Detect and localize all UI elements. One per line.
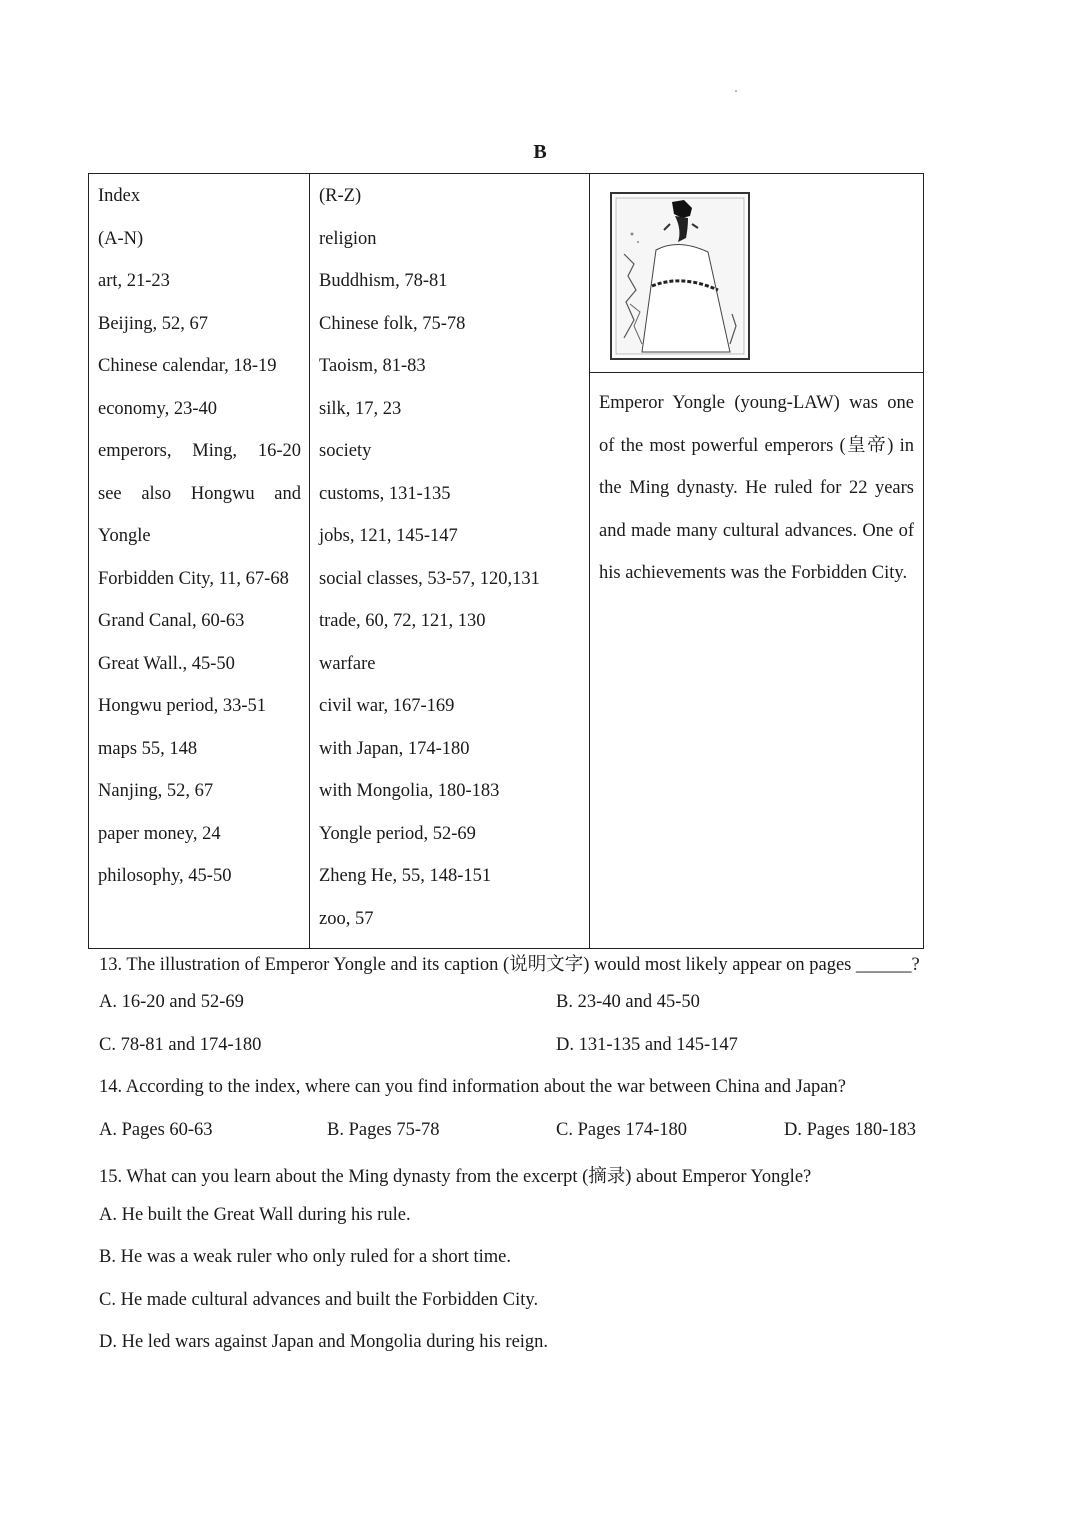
index-entry: Beijing, 52, 67 <box>98 313 208 334</box>
index-entry <box>98 481 301 524</box>
index-entry: Nanjing, 52, 67 <box>98 781 214 801</box>
question-13: 13. The illustration of Emperor Yongle and its caption (说明文字) would most likely appear on pages ______? <box>99 955 920 975</box>
index-entry: Chinese folk, 75-78 <box>319 313 466 334</box>
index-entry: zoo, 57 <box>319 908 374 929</box>
q13-option-b: B. 23-40 and 45-50 <box>556 992 700 1012</box>
index-entry: (R-Z) <box>319 186 362 206</box>
index-entry: Buddhism, 78-81 <box>319 271 448 291</box>
index-entry: art, 21-23 <box>98 271 170 291</box>
index-entry: Zheng He, 55, 148-151 <box>319 866 492 886</box>
index-entry-word: and <box>274 483 301 504</box>
index-column-r-z <box>310 174 590 949</box>
illustration-caption: Emperor Yongle (young-LAW) was one of the most powerful emperors (皇帝) in the Ming dynasty. He ruled for 22 years and made many cultural advances. One of his achievements was the Forbidden City. <box>599 393 914 583</box>
index-entry: economy, 23-40 <box>98 398 218 419</box>
index-entry-word: emperors, <box>98 441 172 461</box>
index-entry: Chinese calendar, 18-19 <box>98 356 277 376</box>
index-entry: paper money, 24 <box>98 823 221 844</box>
q13-option-c: C. 78-81 and 174-180 <box>99 1035 262 1055</box>
index-entry: Hongwu period, 33-51 <box>98 696 267 716</box>
index-entry: jobs, 121, 145-147 <box>319 526 458 546</box>
index-entry: trade, 60, 72, 121, 130 <box>319 611 486 631</box>
index-entry-word: Ming, <box>192 441 237 461</box>
index-entry-word: Hongwu <box>190 483 255 504</box>
q14-option-a: A. Pages 60-63 <box>99 1120 213 1140</box>
index-table <box>88 173 924 949</box>
index-entry: Yongle period, 52-69 <box>319 823 476 844</box>
q14-option-d: D. Pages 180-183 <box>784 1120 917 1140</box>
index-entry: with Japan, 174-180 <box>319 738 470 759</box>
illustration-cell <box>590 174 924 373</box>
scan-speck <box>735 90 737 92</box>
section-title: B <box>533 141 547 163</box>
index-entry: Yongle <box>98 526 151 546</box>
index-entry: silk, 17, 23 <box>319 398 402 419</box>
q15-option-d: D. He led wars against Japan and Mongolia during his reign. <box>99 1332 549 1352</box>
index-entry: Great Wall., 45-50 <box>98 653 235 674</box>
q14-option-b: B. Pages 75-78 <box>327 1120 440 1140</box>
question-15: 15. What can you learn about the Ming dynasty from the excerpt (摘录) about Emperor Yongle? <box>99 1167 812 1187</box>
index-entry: philosophy, 45-50 <box>98 866 232 886</box>
q13-option-d: D. 131-135 and 145-147 <box>556 1035 738 1055</box>
index-entry: Forbidden City, 11, 67-68 <box>98 568 289 589</box>
index-entry: Grand Canal, 60-63 <box>98 611 245 631</box>
index-entry: Taoism, 81-83 <box>319 356 426 376</box>
index-entry: Index <box>98 186 141 206</box>
emperor-yongle-illustration <box>610 192 750 360</box>
q15-option-a: A. He built the Great Wall during his rule. <box>99 1205 411 1225</box>
index-entry: customs, 131-135 <box>319 483 451 504</box>
index-entry: (A-N) <box>98 228 144 249</box>
index-entry: civil war, 167-169 <box>319 696 455 716</box>
index-entry: religion <box>319 228 377 249</box>
index-entry: society <box>319 441 372 461</box>
index-entry: social classes, 53-57, 120,131 <box>319 568 540 589</box>
index-entry-word: also <box>141 483 172 504</box>
index-entry: warfare <box>319 653 376 674</box>
index-column-a-n <box>89 174 310 949</box>
index-entry <box>98 438 301 481</box>
index-entry-word: see <box>98 483 122 504</box>
index-entry-word: 16-20 <box>257 441 301 461</box>
caption-cell <box>590 373 924 949</box>
q13-option-a: A. 16-20 and 52-69 <box>99 992 244 1012</box>
question-14: 14. According to the index, where can you find information about the war between China and Japan? <box>99 1077 846 1097</box>
q15-option-b: B. He was a weak ruler who only ruled for a short time. <box>99 1247 512 1267</box>
index-entry: with Mongolia, 180-183 <box>319 781 500 801</box>
index-entry: maps 55, 148 <box>98 738 198 759</box>
q14-option-c: C. Pages 174-180 <box>556 1120 688 1140</box>
q15-option-c: C. He made cultural advances and built the Forbidden City. <box>99 1290 539 1310</box>
